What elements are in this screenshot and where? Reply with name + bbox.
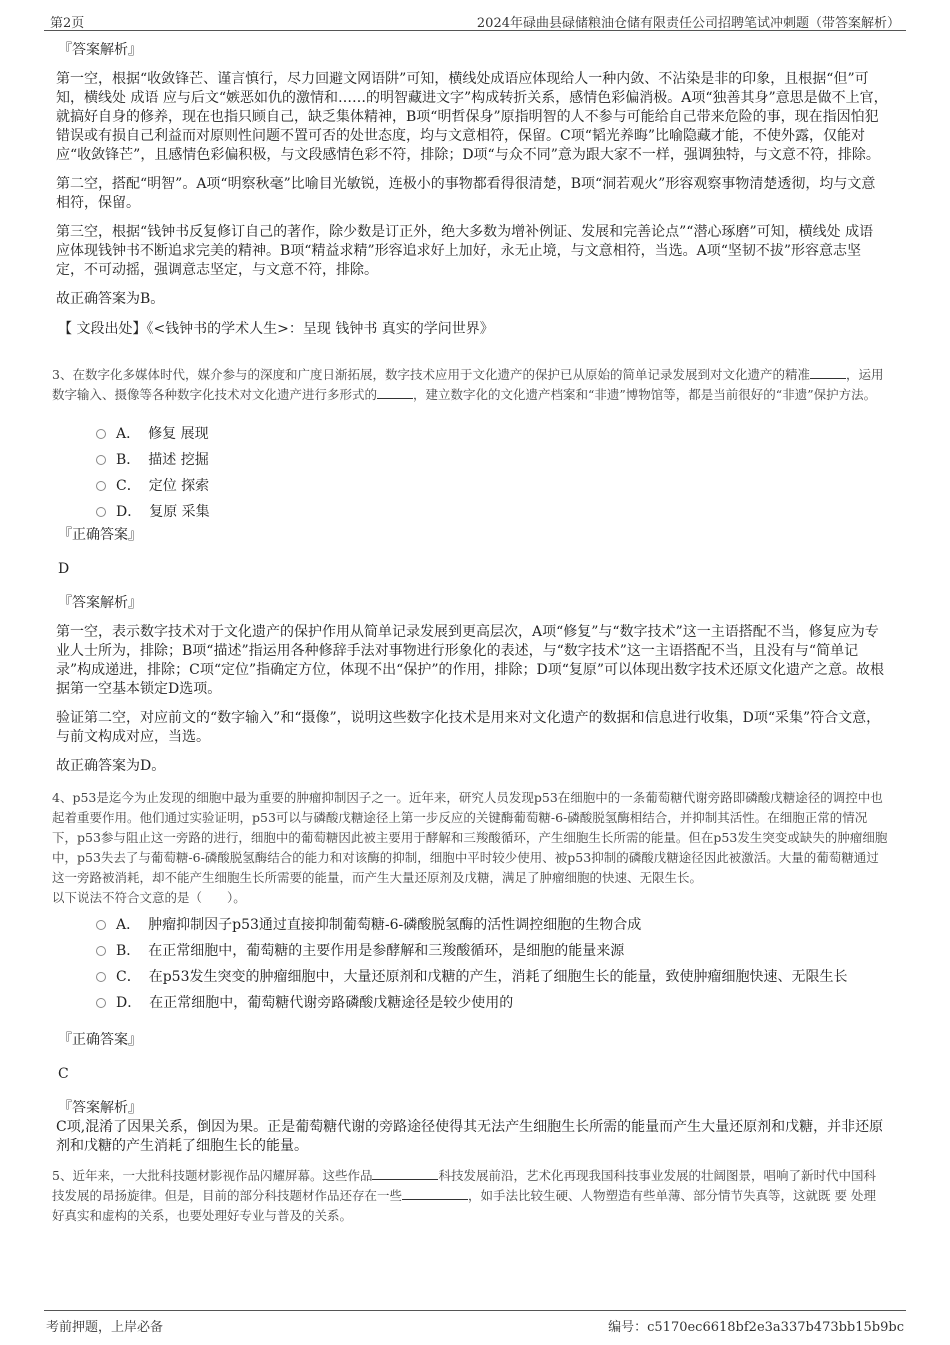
q2-explanation <box>56 40 888 339</box>
q3-stem-part3: ，建立数字化的文化遗产档案和“非遗”博物馆等，都是当前很好的“非遗”保护方法。 <box>413 387 877 402</box>
q4-answer-heading: 『正确答案』 <box>58 1032 142 1048</box>
q5-stem-part2: 科技发展前沿，艺术化再现我国科技事业发展的壮阔图景，唱响了新时代中国科技发展的昂扬旋律。但是，目前的部分科技题材作品还存在一些 <box>52 1168 876 1203</box>
q3-blank-1 <box>810 366 846 379</box>
q4-options <box>96 912 888 1016</box>
q3-para2: 验证第二空，对应前文的“数字输入”和“摄像”，说明这些数字化技术是用来对文化遗产的数据和信息进行收集，D项“采集”符合文意，与前文构成对应，当选。 <box>56 710 881 745</box>
radio-icon[interactable] <box>96 972 106 982</box>
question-5 <box>52 1166 888 1226</box>
q3-stem-part2: ，运用数字输入、摄像等各种数字化技术对文化遗产进行多形式的 <box>52 367 884 402</box>
radio-icon[interactable] <box>96 920 106 930</box>
radio-icon[interactable] <box>96 481 106 491</box>
q4-prompt: 以下说法不符合文意的是（ ）。 <box>52 890 246 905</box>
question-4 <box>52 788 888 1156</box>
radio-icon[interactable] <box>96 429 106 439</box>
q2-conclusion: 故正确答案为B。 <box>56 291 165 307</box>
q5-stem <box>52 1166 888 1226</box>
radio-icon[interactable] <box>96 507 106 517</box>
radio-icon[interactable] <box>96 946 106 956</box>
q5-blank-1 <box>372 1167 438 1180</box>
q4-explain-heading: 『答案解析』 <box>58 1100 142 1116</box>
footer-slogan: 考前押题，上岸必备 <box>46 1320 164 1335</box>
q3-para1: 第一空，表示数字技术对于文化遗产的保护作用从简单记录发展到更高层次，A项“修复”与“数字技术”这一主语搭配不当，修复应为专业人士所为，排除；B项“描述”指运用各种修辞手法对事物进行形象化的表述，与“数字技术”这一主语搭配不当，且没有与“简单记录”构成递进，排除；C项“定位”指确定方位，体现不出“保护”的作用，排除；D项“复原”可以体现出数字技术还原文化遗产之意。故根据第一空基本锁定D选项。 <box>56 624 885 697</box>
q3-option-d[interactable]: D． 复原 采集 <box>96 499 888 525</box>
q3-conclusion: 故正确答案为D。 <box>56 758 166 774</box>
q2-source: 【 文段出处】《<钱钟书的学术人生>：呈现 钱钟书 真实的学问世界》 <box>58 321 494 337</box>
q3-answer-heading: 『正确答案』 <box>58 527 142 543</box>
q2-para3: 第三空，根据“钱钟书反复修订自己的著作，除少数是订正外，绝大多数为增补例证、发展和完善论点”“潜心琢磨”可知，横线处 成语 应体现钱钟书不断追求完美的精神。B项“精益求精”形容追求好上加好，永无止境，与文意相符，当选。A项“坚韧不拔”形容意志坚定，不可动摇，强调意志坚定，与文意不符，排除。 <box>56 224 874 278</box>
q3-explain-heading: 『答案解析』 <box>58 595 142 611</box>
q4-option-a[interactable]: A． 肿瘤抑制因子p53通过直接抑制葡萄糖-6-磷酸脱氢酶的活性调控细胞的生物合成 <box>96 912 888 938</box>
q4-option-b[interactable]: B． 在正常细胞中，葡萄糖的主要作用是参酵解和三羧酸循环，是细胞的能量来源 <box>96 938 888 964</box>
q5-stem-part3: ，如手法比较生硬、人物塑造有些单薄、部分情节失真等，这就既 要 处理好真实和虚构的关系，也要处理好专业与普及的关系。 <box>52 1188 876 1223</box>
q2-explain-heading: 『答案解析』 <box>58 42 142 58</box>
q4-option-c[interactable]: C． 在p53发生突变的肿瘤细胞中，大量还原剂和戊糖的产生，消耗了细胞生长的能量，致使肿瘤细胞快速、无限生长 <box>96 966 888 988</box>
page-number: 第2页 <box>50 16 85 31</box>
q3-blank-2 <box>377 386 413 399</box>
q3-option-a[interactable]: A． 修复 展现 <box>96 421 888 447</box>
q3-stem <box>52 365 888 405</box>
q2-para2: 第二空，搭配“明智”。A项“明察秋毫”比喻目光敏锐，连极小的事物都看得很清楚，B项“洞若观火”形容观察事物清楚透彻，均与文意相符，保留。 <box>56 176 876 211</box>
q4-stem: 4、p53是迄今为止发现的细胞中最为重要的肿瘤抑制因子之一。近年来，研究人员发现p53在细胞中的一条葡萄糖代谢旁路即磷酸戊糖途径的调控中也起着重要作用。他们通过实验证明，p53可以与磷酸戊糖途径上第一步反应的关键酶葡萄糖-6-磷酸脱氢酶相结合，并抑制其活性。在细胞正常的情况下，p53参与阻止这一旁路的进行，细胞中的葡萄糖因此被主要用于酵解和三羧酸循环，产生细胞生长所需的能量。但在p53发生突变或缺失的肿瘤细胞中，p53失去了与葡萄糖-6-磷酸脱氢酶结合的能力和对该酶的抑制，细胞中平时较少使用、被p53抑制的磷酸戊糖途径因此被激活。大量的葡萄糖通过这一旁路被消耗，却不能产生细胞生长所需要的能量，而产生大量还原剂及戊糖，满足了肿瘤细胞的快速、无限生长。 <box>52 790 888 885</box>
q3-stem-part1: 3、在数字化多媒体时代，媒介参与的深度和广度日渐拓展，数字技术应用于文化遗产的保护已从原始的简单记录发展到对文化遗产的精准 <box>52 367 810 382</box>
q5-blank-2 <box>402 1187 468 1200</box>
q4-para1: C项,混淆了因果关系，倒因为果。正是葡萄糖代谢的旁路途径使得其无法产生细胞生长所需的能量而产生大量还原剂和戊糖，并非还原剂和戊糖的产生消耗了细胞生长的能量。 <box>56 1119 884 1154</box>
document-title: 2024年碌曲县碌储粮油仓储有限责任公司招聘笔试冲刺题（带答案解析） <box>476 16 900 31</box>
radio-icon[interactable] <box>96 455 106 465</box>
page-footer <box>44 1310 906 1337</box>
q4-answer: C <box>58 1066 69 1082</box>
document-body <box>52 40 888 1226</box>
q2-para1: 第一空，根据“收敛锋芒、谨言慎行，尽力回避文网语阱”可知，横线处成语应体现给人一种内敛、不沾染是非的印象，且根据“但”可知，横线处 成语 应与后文“嫉恶如仇的激情和……的明智藏进文字”构成转折关系，感情色彩偏消极。A项“独善其身”意思是做不上官，就搞好自身的修养，现在也指只顾自己，缺乏集体精神，B项“明哲保身”原指明智的人不参与可能给自己带来危险的事，现在指因怕犯错误或有损自己利益而对原则性问题不置可否的处世态度，均与文意相符，保留。C项“韬光养晦”比喻隐藏才能，不使外露，仅能对应“收敛锋芒”，且感情色彩偏积极，与文段感情色彩不符，排除；D项“与众不同”意为跟大家不一样，强调独特，与文意不符，排除。 <box>56 71 888 163</box>
question-3 <box>52 365 888 776</box>
q3-options <box>96 421 888 525</box>
page-header <box>44 8 906 31</box>
q3-option-c[interactable]: C． 定位 探索 <box>96 473 888 499</box>
q3-answer: D <box>58 561 70 577</box>
footer-serial: 编号：c5170ec6618bf2e3a337b473bb15b9bc <box>608 1320 904 1335</box>
q4-option-d[interactable]: D． 在正常细胞中，葡萄糖代谢旁路磷酸戊糖途径是较少使用的 <box>96 990 888 1016</box>
radio-icon[interactable] <box>96 998 106 1008</box>
q3-option-b[interactable]: B． 描述 挖掘 <box>96 447 888 473</box>
q5-stem-part1: 5、近年来，一大批科技题材影视作品闪耀屏幕。这些作品 <box>52 1168 373 1183</box>
